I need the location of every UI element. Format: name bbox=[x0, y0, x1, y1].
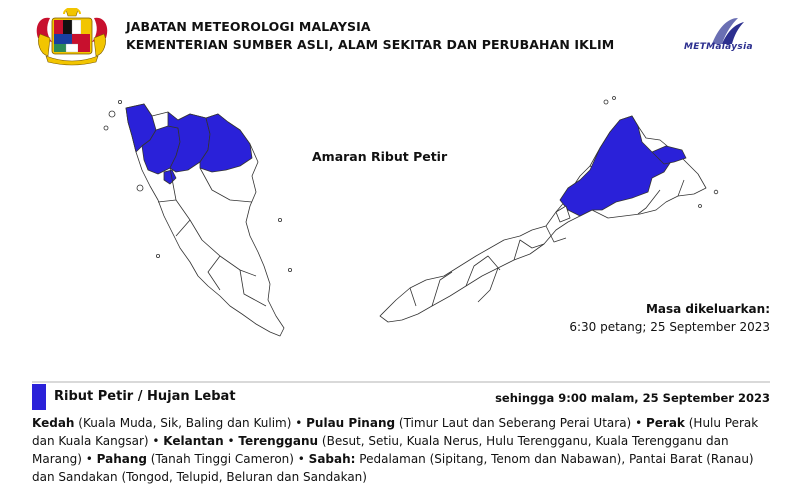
area-state: Pulau Pinang bbox=[306, 416, 396, 430]
issued-value: 6:30 petang; 25 September 2023 bbox=[569, 320, 770, 334]
area-state: Perak bbox=[645, 416, 685, 430]
area-state: Pahang bbox=[96, 452, 147, 466]
area-detail: (Hulu Perak dan Kuala Kangsar) bbox=[32, 416, 759, 448]
area-detail: Pedalaman (Sipitang, Tenom dan Nabawan), Pantai Barat (Ranau) dan Sandakan (Tongod, Telupid, Beluran dan Sandakan) bbox=[32, 452, 754, 484]
issued-time bbox=[569, 300, 770, 336]
coat-of-arms-logo bbox=[30, 8, 114, 66]
issued-label: Masa dikeluarkan: bbox=[645, 302, 770, 316]
map-title: Amaran Ribut Petir bbox=[312, 149, 448, 164]
area-state: Sabah: bbox=[308, 452, 356, 466]
area-detail: (Kuala Muda, Sik, Baling dan Kulim) bbox=[78, 416, 292, 430]
area-state: Kedah bbox=[32, 416, 75, 430]
area-detail: (Timur Laut dan Seberang Perai Utara) bbox=[398, 416, 632, 430]
area-detail: (Tanah Tinggi Cameron) bbox=[150, 452, 294, 466]
affected-areas: Kedah (Kuala Muda, Sik, Baling dan Kulim) • Pulau Pinang (Timur Laut dan Seberang Perai Utara) • Perak (Hulu Perak dan Kuala Kangsar) • Kelantan • Terengganu (Besut, Setiu, Kuala Nerus, Hulu Terengganu, Kuala Terengganu dan Marang) • Pahang (Tanah Tinggi Cameron) • Sabah: Pedalaman (Sipitang, Tenom dan Nabawan), Pantai Barat (Ranau) dan Sandakan (Tongod, Telupid, Beluran dan Sandakan) bbox=[32, 416, 759, 484]
header bbox=[126, 18, 614, 54]
agency-name: JABATAN METEOROLOGI MALAYSIA bbox=[126, 19, 371, 34]
area-state: Kelantan bbox=[163, 434, 224, 448]
met-malaysia-text: METMalaysia bbox=[684, 42, 753, 52]
warning-until: sehingga 9:00 malam, 25 September 2023 bbox=[495, 391, 770, 405]
area-state: Terengganu bbox=[238, 434, 319, 448]
warning-type: Ribut Petir / Hujan Lebat bbox=[54, 389, 236, 404]
divider bbox=[32, 381, 770, 383]
legend-color-swatch bbox=[32, 384, 46, 410]
ministry-name: KEMENTERIAN SUMBER ASLI, ALAM SEKITAR DAN PERUBAHAN IKLIM bbox=[126, 37, 615, 52]
area-detail: (Besut, Setiu, Kuala Nerus, Hulu Terengganu, Kuala Terengganu dan Marang) bbox=[32, 434, 729, 466]
